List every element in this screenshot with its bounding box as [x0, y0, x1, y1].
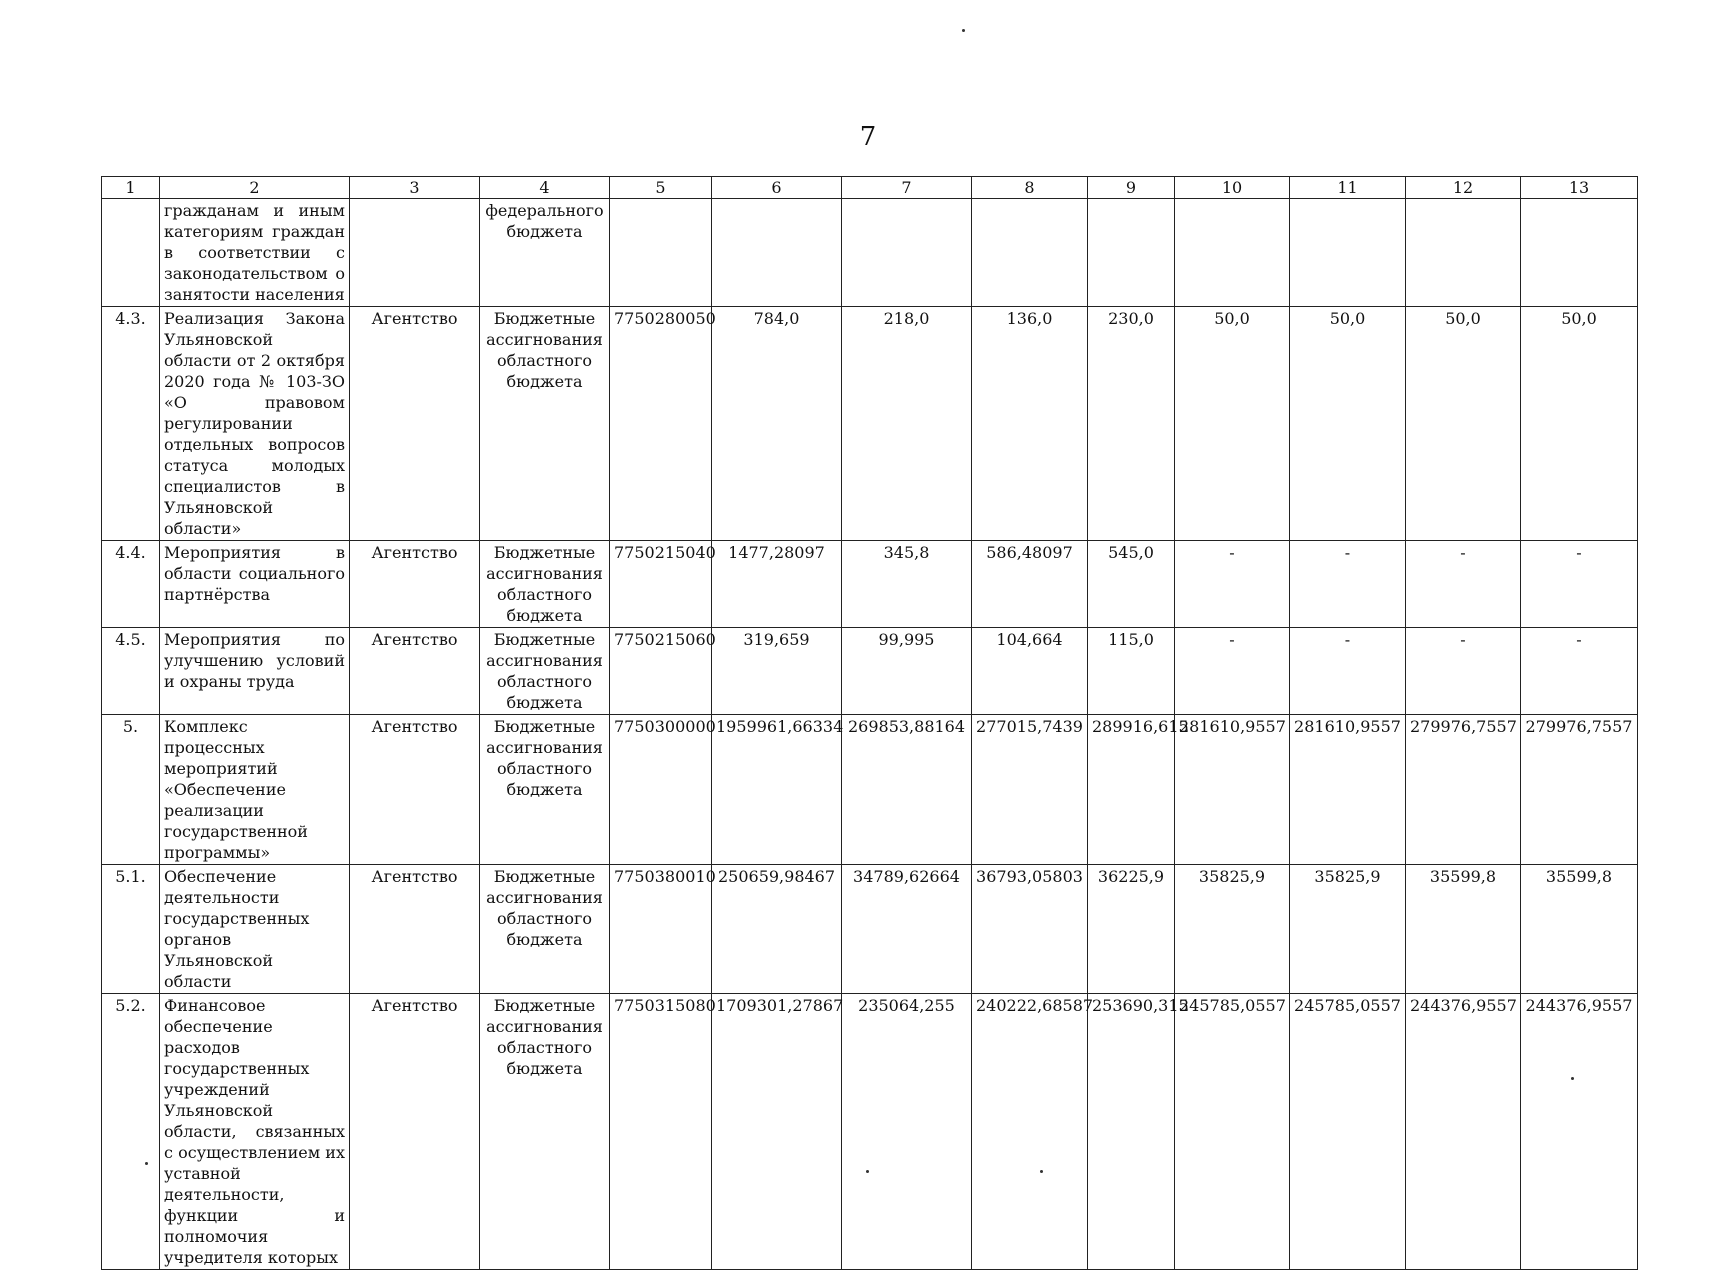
value-col-9: 253690,315 — [1088, 994, 1175, 1270]
column-header: 8 — [972, 177, 1088, 199]
value-col-7: 345,8 — [842, 541, 972, 628]
value-col-11 — [1290, 199, 1406, 307]
value-col-6: 1477,28097 — [712, 541, 842, 628]
value-col-8: 277015,7439 — [972, 715, 1088, 865]
measure-name: Финансовое обеспечение расходов государственных учреждений Ульяновской области, связанных с осуществлением их уставной деятельности, функции и полномочия учредителя которых — [160, 994, 350, 1270]
value-col-10: - — [1175, 541, 1290, 628]
value-col-10: 281610,9557 — [1175, 715, 1290, 865]
row-number: 4.3. — [102, 307, 160, 541]
value-col-7: 218,0 — [842, 307, 972, 541]
responsible — [350, 199, 480, 307]
value-col-7: 34789,62664 — [842, 865, 972, 994]
row-number: 5. — [102, 715, 160, 865]
value-col-9: 36225,9 — [1088, 865, 1175, 994]
table-row — [102, 715, 1638, 865]
table-row — [102, 541, 1638, 628]
measure-name: Комплекс процессных мероприятий «Обеспечение реализации государственной программы» — [160, 715, 350, 865]
value-col-12: 279976,7557 — [1406, 715, 1521, 865]
value-col-13 — [1521, 199, 1638, 307]
value-col-12 — [1406, 199, 1521, 307]
value-col-6 — [712, 199, 842, 307]
column-header: 13 — [1521, 177, 1638, 199]
value-col-6: 1709301,27867 — [712, 994, 842, 1270]
column-header: 12 — [1406, 177, 1521, 199]
value-col-13: 279976,7557 — [1521, 715, 1638, 865]
value-col-10: 35825,9 — [1175, 865, 1290, 994]
value-col-8: 586,48097 — [972, 541, 1088, 628]
budget-code: 7750315080 — [610, 994, 712, 1270]
scan-speck — [1571, 1077, 1574, 1080]
value-col-11: - — [1290, 628, 1406, 715]
value-col-8: 240222,68587 — [972, 994, 1088, 1270]
value-col-8: 36793,05803 — [972, 865, 1088, 994]
value-col-13: 244376,9557 — [1521, 994, 1638, 1270]
scan-speck — [1040, 1170, 1043, 1173]
measure-name: Реализация Закона Ульяновской области от 2 октября 2020 года № 103-ЗО «О правовом регулировании отдельных вопросов статуса молодых специалистов в Ульяновской области» — [160, 307, 350, 541]
value-col-8 — [972, 199, 1088, 307]
value-col-8: 104,664 — [972, 628, 1088, 715]
responsible: Агентство — [350, 994, 480, 1270]
value-col-7: 99,995 — [842, 628, 972, 715]
value-col-6: 784,0 — [712, 307, 842, 541]
row-number: 4.4. — [102, 541, 160, 628]
value-col-9 — [1088, 199, 1175, 307]
row-number: 5.1. — [102, 865, 160, 994]
column-header: 9 — [1088, 177, 1175, 199]
value-col-11: 35825,9 — [1290, 865, 1406, 994]
funding-source: Бюджетные ассигнования областного бюджета — [480, 628, 610, 715]
funding-source: Бюджетные ассигнования областного бюджета — [480, 541, 610, 628]
column-header: 5 — [610, 177, 712, 199]
value-col-13: - — [1521, 628, 1638, 715]
column-header: 1 — [102, 177, 160, 199]
value-col-7: 269853,88164 — [842, 715, 972, 865]
value-col-9: 115,0 — [1088, 628, 1175, 715]
value-col-7: 235064,255 — [842, 994, 972, 1270]
table-row — [102, 994, 1638, 1270]
value-col-10: - — [1175, 628, 1290, 715]
value-col-9: 289916,615 — [1088, 715, 1175, 865]
table-row — [102, 865, 1638, 994]
measure-name: Мероприятия в области социального партнёрства — [160, 541, 350, 628]
funding-source: Бюджетные ассигнования областного бюджета — [480, 994, 610, 1270]
value-col-12: 35599,8 — [1406, 865, 1521, 994]
value-col-11: 50,0 — [1290, 307, 1406, 541]
responsible: Агентство — [350, 307, 480, 541]
row-number: 5.2. — [102, 994, 160, 1270]
value-col-8: 136,0 — [972, 307, 1088, 541]
value-col-13: 35599,8 — [1521, 865, 1638, 994]
measure-name: Обеспечение деятельности государственных органов Ульяновской области — [160, 865, 350, 994]
budget-code: 7750215060 — [610, 628, 712, 715]
column-header: 4 — [480, 177, 610, 199]
budget-code: 7750380010 — [610, 865, 712, 994]
column-header: 3 — [350, 177, 480, 199]
scan-speck — [866, 1170, 869, 1173]
budget-code: 7750300000 — [610, 715, 712, 865]
row-number — [102, 199, 160, 307]
budget-code — [610, 199, 712, 307]
value-col-11: 245785,0557 — [1290, 994, 1406, 1270]
page-number: 7 — [859, 122, 877, 152]
value-col-12: 244376,9557 — [1406, 994, 1521, 1270]
measure-name: Мероприятия по улучшению условий и охраны труда — [160, 628, 350, 715]
responsible: Агентство — [350, 715, 480, 865]
value-col-11: 281610,9557 — [1290, 715, 1406, 865]
budget-code: 7750215040 — [610, 541, 712, 628]
responsible: Агентство — [350, 865, 480, 994]
column-header: 10 — [1175, 177, 1290, 199]
value-col-11: - — [1290, 541, 1406, 628]
budget-table — [101, 176, 1638, 1270]
table-row — [102, 307, 1638, 541]
value-col-12: - — [1406, 541, 1521, 628]
value-col-13: - — [1521, 541, 1638, 628]
column-header: 11 — [1290, 177, 1406, 199]
funding-source: Бюджетные ассигнования областного бюджета — [480, 307, 610, 541]
scan-speck — [962, 29, 965, 32]
column-header: 7 — [842, 177, 972, 199]
value-col-10 — [1175, 199, 1290, 307]
value-col-6: 1959961,66334 — [712, 715, 842, 865]
column-header: 6 — [712, 177, 842, 199]
funding-source: федерального бюджета — [480, 199, 610, 307]
value-col-7 — [842, 199, 972, 307]
value-col-9: 230,0 — [1088, 307, 1175, 541]
value-col-10: 50,0 — [1175, 307, 1290, 541]
responsible: Агентство — [350, 628, 480, 715]
table-header-row — [102, 177, 1638, 199]
value-col-10: 245785,0557 — [1175, 994, 1290, 1270]
scan-speck — [145, 1162, 148, 1165]
row-number: 4.5. — [102, 628, 160, 715]
value-col-6: 250659,98467 — [712, 865, 842, 994]
table-row — [102, 199, 1638, 307]
budget-code: 7750280050 — [610, 307, 712, 541]
value-col-9: 545,0 — [1088, 541, 1175, 628]
table-row — [102, 628, 1638, 715]
value-col-12: 50,0 — [1406, 307, 1521, 541]
column-header: 2 — [160, 177, 350, 199]
funding-source: Бюджетные ассигнования областного бюджета — [480, 715, 610, 865]
funding-source: Бюджетные ассигнования областного бюджета — [480, 865, 610, 994]
measure-name: гражданам и иным категориям граждан в соответствии с законодательством о занятости населения — [160, 199, 350, 307]
responsible: Агентство — [350, 541, 480, 628]
value-col-13: 50,0 — [1521, 307, 1638, 541]
value-col-6: 319,659 — [712, 628, 842, 715]
value-col-12: - — [1406, 628, 1521, 715]
